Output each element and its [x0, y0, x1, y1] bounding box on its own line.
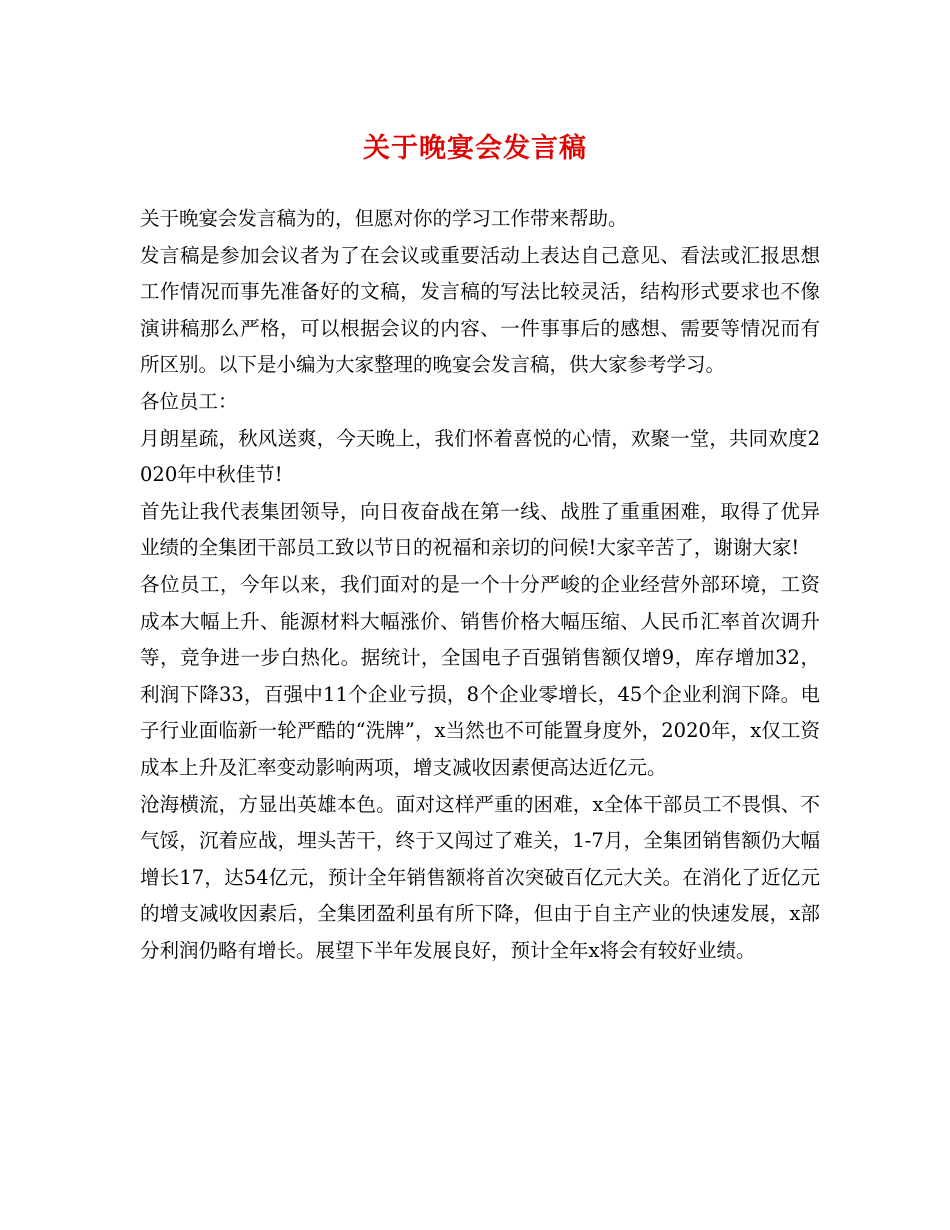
paragraph-intro: 关于晚宴会发言稿为的，但愿对你的学习工作带来帮助。 [140, 207, 628, 230]
paragraph-achievements: 沧海横流，方显出英雄本色。面对这样严重的困难，x全体干部员工不畏惧、不气馁，沉着应战，埋头苦干，终于又闯过了难关，1-7月，全集团销售额仍大幅增长17，达54亿元，预计全年销售额将首次突破百亿元大关。在消化了近亿元的增支减收因素后，全集团盈利虽有所下降，但由于自主产业的快速发展，x部分利润仍略有增长。展望下半年发展良好，预计全年x将会有较好业绩。 [140, 792, 820, 962]
paragraph-description: 发言稿是参加会议者为了在会议或重要活动上表达自己意见、看法或汇报思想工作情况而事先准备好的文稿，发言稿的写法比较灵活，结构形式要求也不像演讲稿那么严格，可以根据会议的内容、一件事事后的感想、需要等情况而有所区别。以下是小编为大家整理的晚宴会发言稿，供大家参考学习。 [140, 243, 820, 377]
document-body [140, 201, 820, 969]
paragraph-salutation: 各位员工： [140, 389, 238, 413]
paragraph-environment: 各位员工，今年以来，我们面对的是一个十分严峻的企业经营外部环境，工资成本大幅上升、能源材料大幅涨价、销售价格大幅压缩、人民币汇率首次调升等，竞争进一步白热化。据统计，全国电子百强销售额仅增9，库存增加32，利润下降33，百强中11个企业亏损，8个企业零增长，45个企业利润下降。电子行业面临新一轮严酷的“洗牌”，x当然也不可能置身度外，2020年，x仅工资成本上升及汇率变动影响两项，增支减收因素便高达近亿元。 [140, 572, 820, 779]
document-title: 关于晚宴会发言稿 [363, 133, 587, 164]
paragraph-greeting: 月朗星疏，秋风送爽，今天晚上，我们怀着喜悦的心情，欢聚一堂，共同欢度2020年中秋佳节! [140, 426, 820, 487]
paragraph-thanks: 首先让我代表集团领导，向日夜奋战在第一线、战胜了重重困难，取得了优异业绩的全集团干部员工致以节日的祝福和亲切的问候!大家辛苦了，谢谢大家! [140, 499, 820, 560]
